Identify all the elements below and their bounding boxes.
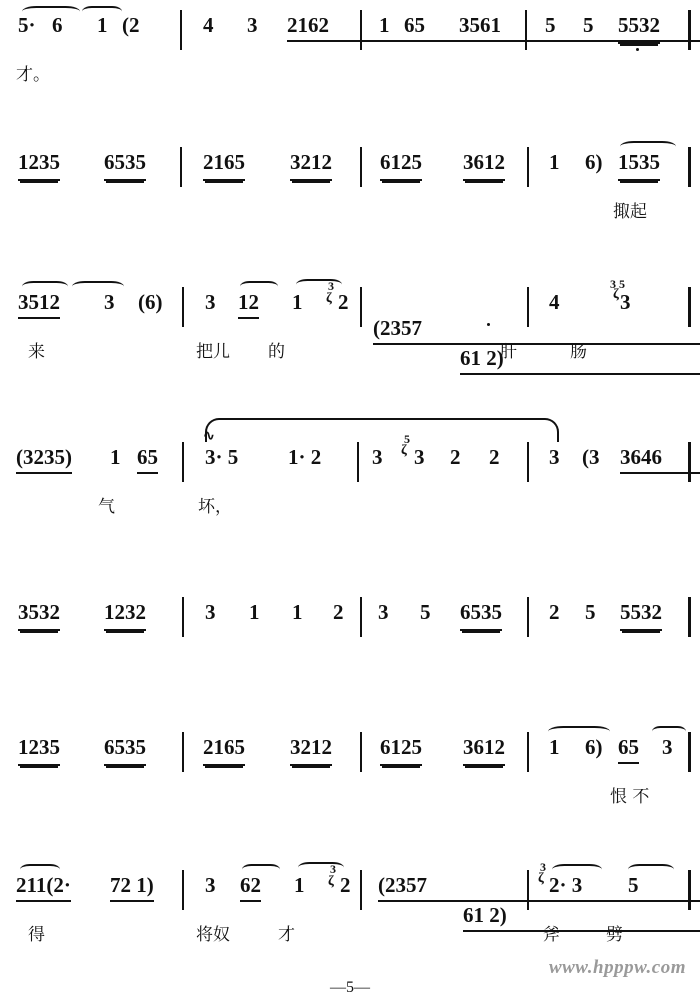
barline xyxy=(688,597,691,637)
slur xyxy=(296,279,342,290)
grace-note: 3 xyxy=(330,862,336,876)
note-group: 2165 xyxy=(203,734,245,766)
note-group: 3 xyxy=(205,290,216,314)
note-group: 72 1) xyxy=(110,872,154,902)
note-group: 3 xyxy=(247,13,258,37)
grace-note: 3 xyxy=(540,860,546,874)
music-system-5 xyxy=(0,595,700,690)
lyric-text: 得 xyxy=(28,925,45,945)
note-group: 5· xyxy=(18,13,36,37)
note-group: 3212 xyxy=(290,734,332,766)
lyric-text: 坏， xyxy=(198,497,232,517)
note-group: 2 xyxy=(489,445,500,469)
lyric-text: 才。 xyxy=(16,65,50,85)
lyric-text: 将奴 xyxy=(196,925,230,945)
ornament-mark: ζ xyxy=(538,871,544,886)
barline xyxy=(182,442,184,482)
phrase-bracket xyxy=(205,418,559,442)
music-system-7 xyxy=(0,860,700,963)
note-group: 6) xyxy=(585,150,603,174)
ornament-mark: ζ xyxy=(326,291,332,306)
note-group: 1 xyxy=(110,445,121,469)
barline xyxy=(527,442,529,482)
note-group: 3 xyxy=(205,873,216,897)
lyric-text: 的 xyxy=(268,342,285,362)
note-group: 211(2· xyxy=(16,872,71,902)
barline xyxy=(180,10,182,50)
note-group: 3 xyxy=(205,600,216,624)
note-group: 5532 xyxy=(620,599,662,631)
note-group: 1232 xyxy=(104,599,146,631)
note-group: 3 xyxy=(662,735,673,759)
note-group: 2165 xyxy=(203,149,245,181)
note-group: 5 xyxy=(585,600,596,624)
barline xyxy=(527,597,529,637)
note-group: 62 xyxy=(240,872,261,902)
barline xyxy=(360,147,362,187)
note-group: (3 xyxy=(582,445,600,469)
barline xyxy=(360,597,362,637)
lyric-text: 来 xyxy=(28,342,45,362)
note-group: 65 xyxy=(618,734,639,764)
barline xyxy=(360,870,362,910)
note-group: 3 xyxy=(104,290,115,314)
note-group: 2 xyxy=(333,600,344,624)
note-group: 5 xyxy=(545,13,556,37)
note-group: 3 xyxy=(414,445,425,469)
note-group: 3 xyxy=(372,445,383,469)
note-group: 5 xyxy=(583,13,594,37)
note-group: 3 xyxy=(378,600,389,624)
note-group: 1235 xyxy=(18,149,60,181)
note-group: 5532 xyxy=(618,12,660,44)
lyric-text: 肠 xyxy=(570,342,587,362)
barline xyxy=(688,732,691,772)
note-group: 65 xyxy=(404,12,425,42)
music-system-3 xyxy=(0,277,700,380)
note-group: 4 xyxy=(549,290,560,314)
note-group: (2357 xyxy=(373,315,700,345)
barline xyxy=(182,870,184,910)
slur xyxy=(72,281,124,292)
barline xyxy=(180,147,182,187)
trill-mark: ∿ xyxy=(203,429,215,444)
note-group: 1 xyxy=(292,290,303,314)
barline xyxy=(527,147,529,187)
note-group: 2 xyxy=(338,290,349,314)
note-group: 1 xyxy=(97,13,108,37)
note-group: 4 xyxy=(203,13,214,37)
note-group: 6125 xyxy=(380,149,422,181)
lyric-text: 劈 xyxy=(606,925,623,945)
note-group: 3561 xyxy=(459,12,501,42)
grace-note: 5 xyxy=(404,432,410,446)
note-group: 3 xyxy=(549,445,560,469)
note-group: 3 xyxy=(620,290,631,314)
note-group: 6535 xyxy=(104,149,146,181)
note-group: 1535 xyxy=(618,149,660,181)
note-group: (6) xyxy=(138,289,700,315)
note-group: 3612 xyxy=(463,149,505,181)
note-group: 1 xyxy=(549,150,560,174)
note-group: 6 xyxy=(52,13,63,37)
note-group: 3· 5 xyxy=(205,445,239,469)
note-group: 1 xyxy=(379,12,390,42)
note-group: 6125 xyxy=(380,734,422,766)
lyric-text: 恨 不 xyxy=(610,787,650,807)
note-group: 2 xyxy=(450,445,461,469)
note-group: 65 xyxy=(137,444,158,474)
note-group: 1 xyxy=(294,873,305,897)
ornament-mark: ζ xyxy=(613,287,619,302)
note-group: 2 xyxy=(549,600,560,624)
barline xyxy=(182,597,184,637)
note-group: 2162 xyxy=(287,12,700,42)
lyric-text: 掫起 xyxy=(613,202,647,222)
lyric-text: 气 xyxy=(98,497,115,517)
note-group: 1 xyxy=(549,735,560,759)
note-group: 2 xyxy=(340,873,351,897)
slur xyxy=(298,862,344,873)
note-group: 1· 2 xyxy=(288,445,322,469)
music-system-4 xyxy=(0,429,700,535)
ornament-mark: ζ xyxy=(328,874,334,889)
note-group: 5 xyxy=(420,600,431,624)
note-group: (2 xyxy=(122,13,140,37)
barline xyxy=(688,147,691,187)
lyric-text: 才 xyxy=(278,925,295,945)
note-group: 1235 xyxy=(18,734,60,766)
note-group: 3646 xyxy=(620,444,700,474)
barline xyxy=(527,732,529,772)
note-group: 3532 xyxy=(18,599,60,631)
music-system-1 xyxy=(0,8,700,103)
note-group: 61 2) xyxy=(463,902,700,932)
note-group: 1 xyxy=(292,600,303,624)
note-group: (3235) xyxy=(16,444,72,474)
barline xyxy=(357,442,359,482)
barline xyxy=(360,732,362,772)
note-group: 6535 xyxy=(460,599,502,631)
note-group: 6535 xyxy=(104,734,146,766)
note-group: 1 xyxy=(249,600,260,624)
note-group: 61 2) xyxy=(460,345,700,375)
note-group: 2· 3 xyxy=(549,873,583,897)
lyric-text: 肝 xyxy=(500,342,517,362)
grace-note: 3 xyxy=(328,279,334,293)
grace-note: 3 5 xyxy=(610,277,625,291)
watermark: www.hpppw.com xyxy=(548,957,686,978)
lyric-text: 斧 xyxy=(543,925,560,945)
note-group: 5 xyxy=(628,873,639,897)
music-system-2 xyxy=(0,145,700,240)
note-group: 12 xyxy=(238,289,259,319)
barline xyxy=(182,732,184,772)
music-system-6 xyxy=(0,730,700,825)
page-number: —5— xyxy=(330,979,370,996)
note-group: 3612 xyxy=(463,734,505,766)
note-group: 6) xyxy=(585,735,603,759)
note-group: 3212 xyxy=(290,149,332,181)
lyric-text: 把儿 xyxy=(196,342,230,362)
note-group: 3512 xyxy=(18,289,60,319)
ornament-mark: ζ xyxy=(401,443,407,458)
note-group: (2357 xyxy=(378,872,700,902)
